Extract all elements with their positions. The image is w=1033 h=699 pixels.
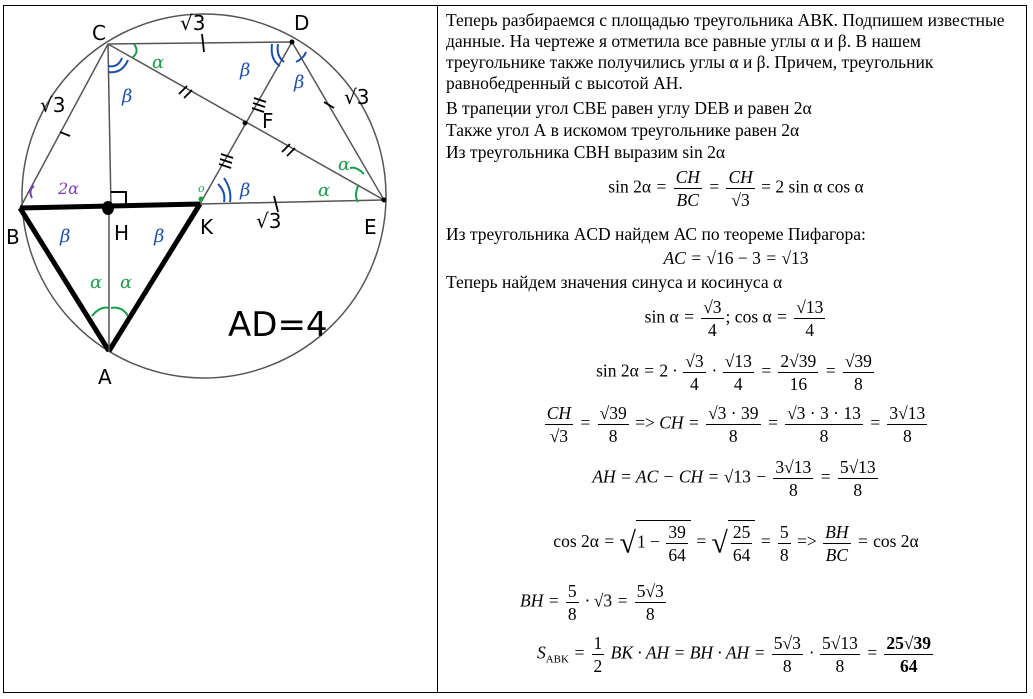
angle-arc-a-alpha2 xyxy=(111,308,128,316)
label-beta-bk2: β xyxy=(154,226,165,247)
point-e-dot xyxy=(382,198,387,203)
segment-cd xyxy=(108,42,292,44)
eq-cos2a: cos 2α = √1 − $\frac{39}{64}$ = √ $\frac{25}{64}$ = $\frac{5}{8}$ => $\frac{BH}{BC}$ = cos 2α xyxy=(553,521,919,565)
point-f-dot xyxy=(243,121,248,126)
angle-arc-a-alpha1 xyxy=(92,308,109,316)
eq-sina-cosa: sin α = $\frac{√3}{4}$ ; cos α = $\frac{√13}{4}$ xyxy=(644,297,824,340)
angle-arc-e-alpha1 xyxy=(356,186,358,202)
label-d: D xyxy=(294,11,310,35)
point-h-dot xyxy=(102,201,114,215)
paragraph-angle-a: Также угол А в искомом треугольнике равен 2α xyxy=(446,120,800,140)
label-h: H xyxy=(114,221,130,245)
paragraph-acd: Из треугольника АCD найдем АС по теореме Пифагора: xyxy=(446,224,866,244)
label-beta-c: β xyxy=(122,86,133,107)
label-beta-bk1: β xyxy=(60,226,71,247)
height-ch xyxy=(108,44,111,208)
label-side-ke: √3 xyxy=(256,209,282,233)
label-c: C xyxy=(92,21,106,45)
angle-arc-e-alpha2 xyxy=(350,168,364,174)
label-alpha-c: α xyxy=(152,52,165,73)
figure-svg xyxy=(4,6,437,692)
angle-arc-c-alpha xyxy=(132,44,137,58)
label-side-de: √3 xyxy=(344,85,370,109)
label-ad: AD=4 xyxy=(228,305,328,345)
eq-ah: AH = AC − CH = √13 − $\frac{3√13}{8}$ = $\frac{5√13}{8}$ xyxy=(592,457,876,500)
eq-ac: AC = √16 − 3 = √13 xyxy=(663,248,809,268)
column-divider xyxy=(437,5,438,693)
label-zero-k: o xyxy=(198,182,205,195)
label-beta-d1: β xyxy=(240,60,251,81)
answer: $\frac{25√39}{64}$ xyxy=(886,633,932,676)
label-e: E xyxy=(364,215,377,239)
eq-area: $S_{ABK}$ = $\frac{1}{2}$ BK · AH = BH · AH = $\frac{5√3}{8}$ · $\frac{5√13}{8}$ = $\frac{25√39}{64}$ xyxy=(536,633,932,676)
label-alpha-e1: α xyxy=(338,154,351,175)
label-alpha-a1: α xyxy=(90,272,103,293)
eq-sin2a-value: sin 2α = 2 · $\frac{√3}{4}$ · $\frac{√13}{4}$ = $\frac{2√39}{16}$ = $\frac{√39}{8}$ xyxy=(596,351,872,394)
paragraph-trapezoid: В трапеции угол СВЕ равен углу DEB и равен 2α xyxy=(446,98,812,118)
tick-marks xyxy=(60,34,334,212)
eq-sin2a: sin 2α = $\frac{CH}{BC}$ = $\frac{CH}{√3}$ = 2 sin α cos α xyxy=(608,167,864,210)
angle-arc-b-2alpha xyxy=(30,186,34,198)
label-f: F xyxy=(262,109,274,133)
label-side-cd: √3 xyxy=(180,11,206,35)
paragraph-intro: Теперь разбираемся с площадью треугольника АВК. Подпишем известные данные. На чертеже я отметила все равные углы α и β. В нашем треугольнике также получились углы α и β. Причем, треугольник равнобедренный с высотой АН. xyxy=(446,10,1005,93)
angle-arc-c-beta1 xyxy=(108,58,122,66)
angle-arc-d-beta2 xyxy=(278,44,284,62)
eq-bh: BH = $\frac{5}{8}$ · √3 = $\frac{5√3}{8}$ xyxy=(520,581,664,624)
label-alpha-a2: α xyxy=(120,272,133,293)
label-k: K xyxy=(200,215,214,239)
paragraph-sin2a: Из треугольника СВН выразим sin 2α xyxy=(446,142,726,162)
point-d-dot xyxy=(290,40,295,45)
label-side-bc: √3 xyxy=(40,93,66,117)
angle-arc-k-beta xyxy=(218,184,224,202)
solution-text xyxy=(446,10,1026,690)
label-alpha-e2: α xyxy=(318,180,331,201)
label-b: B xyxy=(6,225,20,249)
label-2alpha-b: 2α xyxy=(58,179,79,198)
eq-ch: $\frac{CH}{√3}$ = $\frac{√39}{8}$ => CH = $\frac{√3 \cdot 39}{8}$ = $\frac{√3 \cdot 3 \cdot 13}{8}$ = $\frac{3√13}{8}$ xyxy=(546,403,926,446)
point-k-dot xyxy=(199,197,204,202)
label-beta-k: β xyxy=(240,180,251,201)
paragraph-sin-cos: Теперь найдем значения синуса и косинуса α xyxy=(446,272,783,292)
label-beta-d2: β xyxy=(294,72,305,93)
geometry-figure xyxy=(4,6,437,692)
label-a: A xyxy=(98,365,112,389)
